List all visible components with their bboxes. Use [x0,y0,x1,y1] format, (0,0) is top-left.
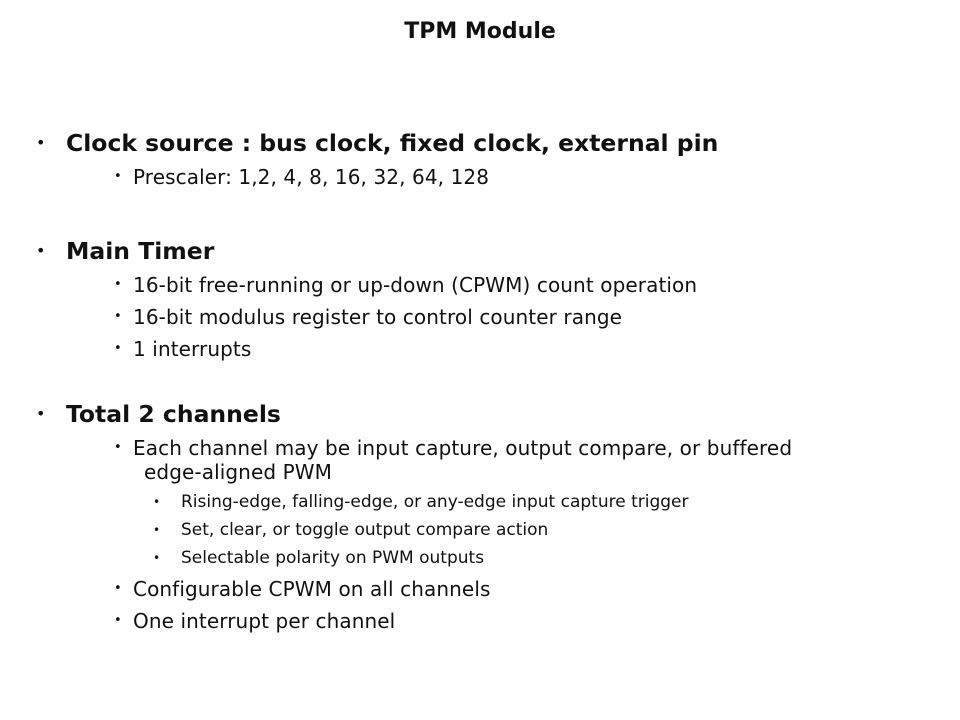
slide-title: TPM Module [404,19,556,44]
bullet-icon: • [114,581,122,596]
timer-item-count-operation: 16-bit free-running or up-down (CPWM) count operation [133,273,698,297]
subitem-input-capture: Rising-edge, falling-edge, or any-edge input capture trigger [181,492,689,512]
timer-item-modulus-register: 16-bit modulus register to control counter range [133,305,623,329]
channel-item-cpwm: Configurable CPWM on all channels [133,577,491,601]
channels-heading: Total 2 channels [66,400,281,428]
bullet-icon: • [114,309,122,324]
bullet-icon: • [153,551,161,565]
channel-item-interrupt: One interrupt per channel [133,609,396,633]
clock-source-heading: Clock source : bus clock, fixed clock, external pin [66,129,719,157]
timer-item-interrupts: 1 interrupts [133,337,252,361]
prescaler-item: Prescaler: 1,2, 4, 8, 16, 32, 64, 128 [133,165,490,189]
bullet-icon: • [36,404,46,423]
bullet-icon: • [114,613,122,628]
channel-item-modes-continued: edge-aligned PWM [144,460,333,484]
bullet-icon: • [114,169,122,184]
main-timer-heading: Main Timer [66,237,215,265]
bullet-icon: • [114,341,122,356]
subitem-pwm-polarity: Selectable polarity on PWM outputs [181,548,485,568]
bullet-icon: • [36,241,46,260]
bullet-icon: • [114,440,122,455]
channel-item-modes: Each channel may be input capture, output compare, or buffered [133,436,793,460]
bullet-icon: • [153,495,161,509]
bullet-icon: • [36,133,46,152]
bullet-icon: • [153,523,161,537]
subitem-output-compare: Set, clear, or toggle output compare action [181,520,549,540]
bullet-icon: • [114,277,122,292]
